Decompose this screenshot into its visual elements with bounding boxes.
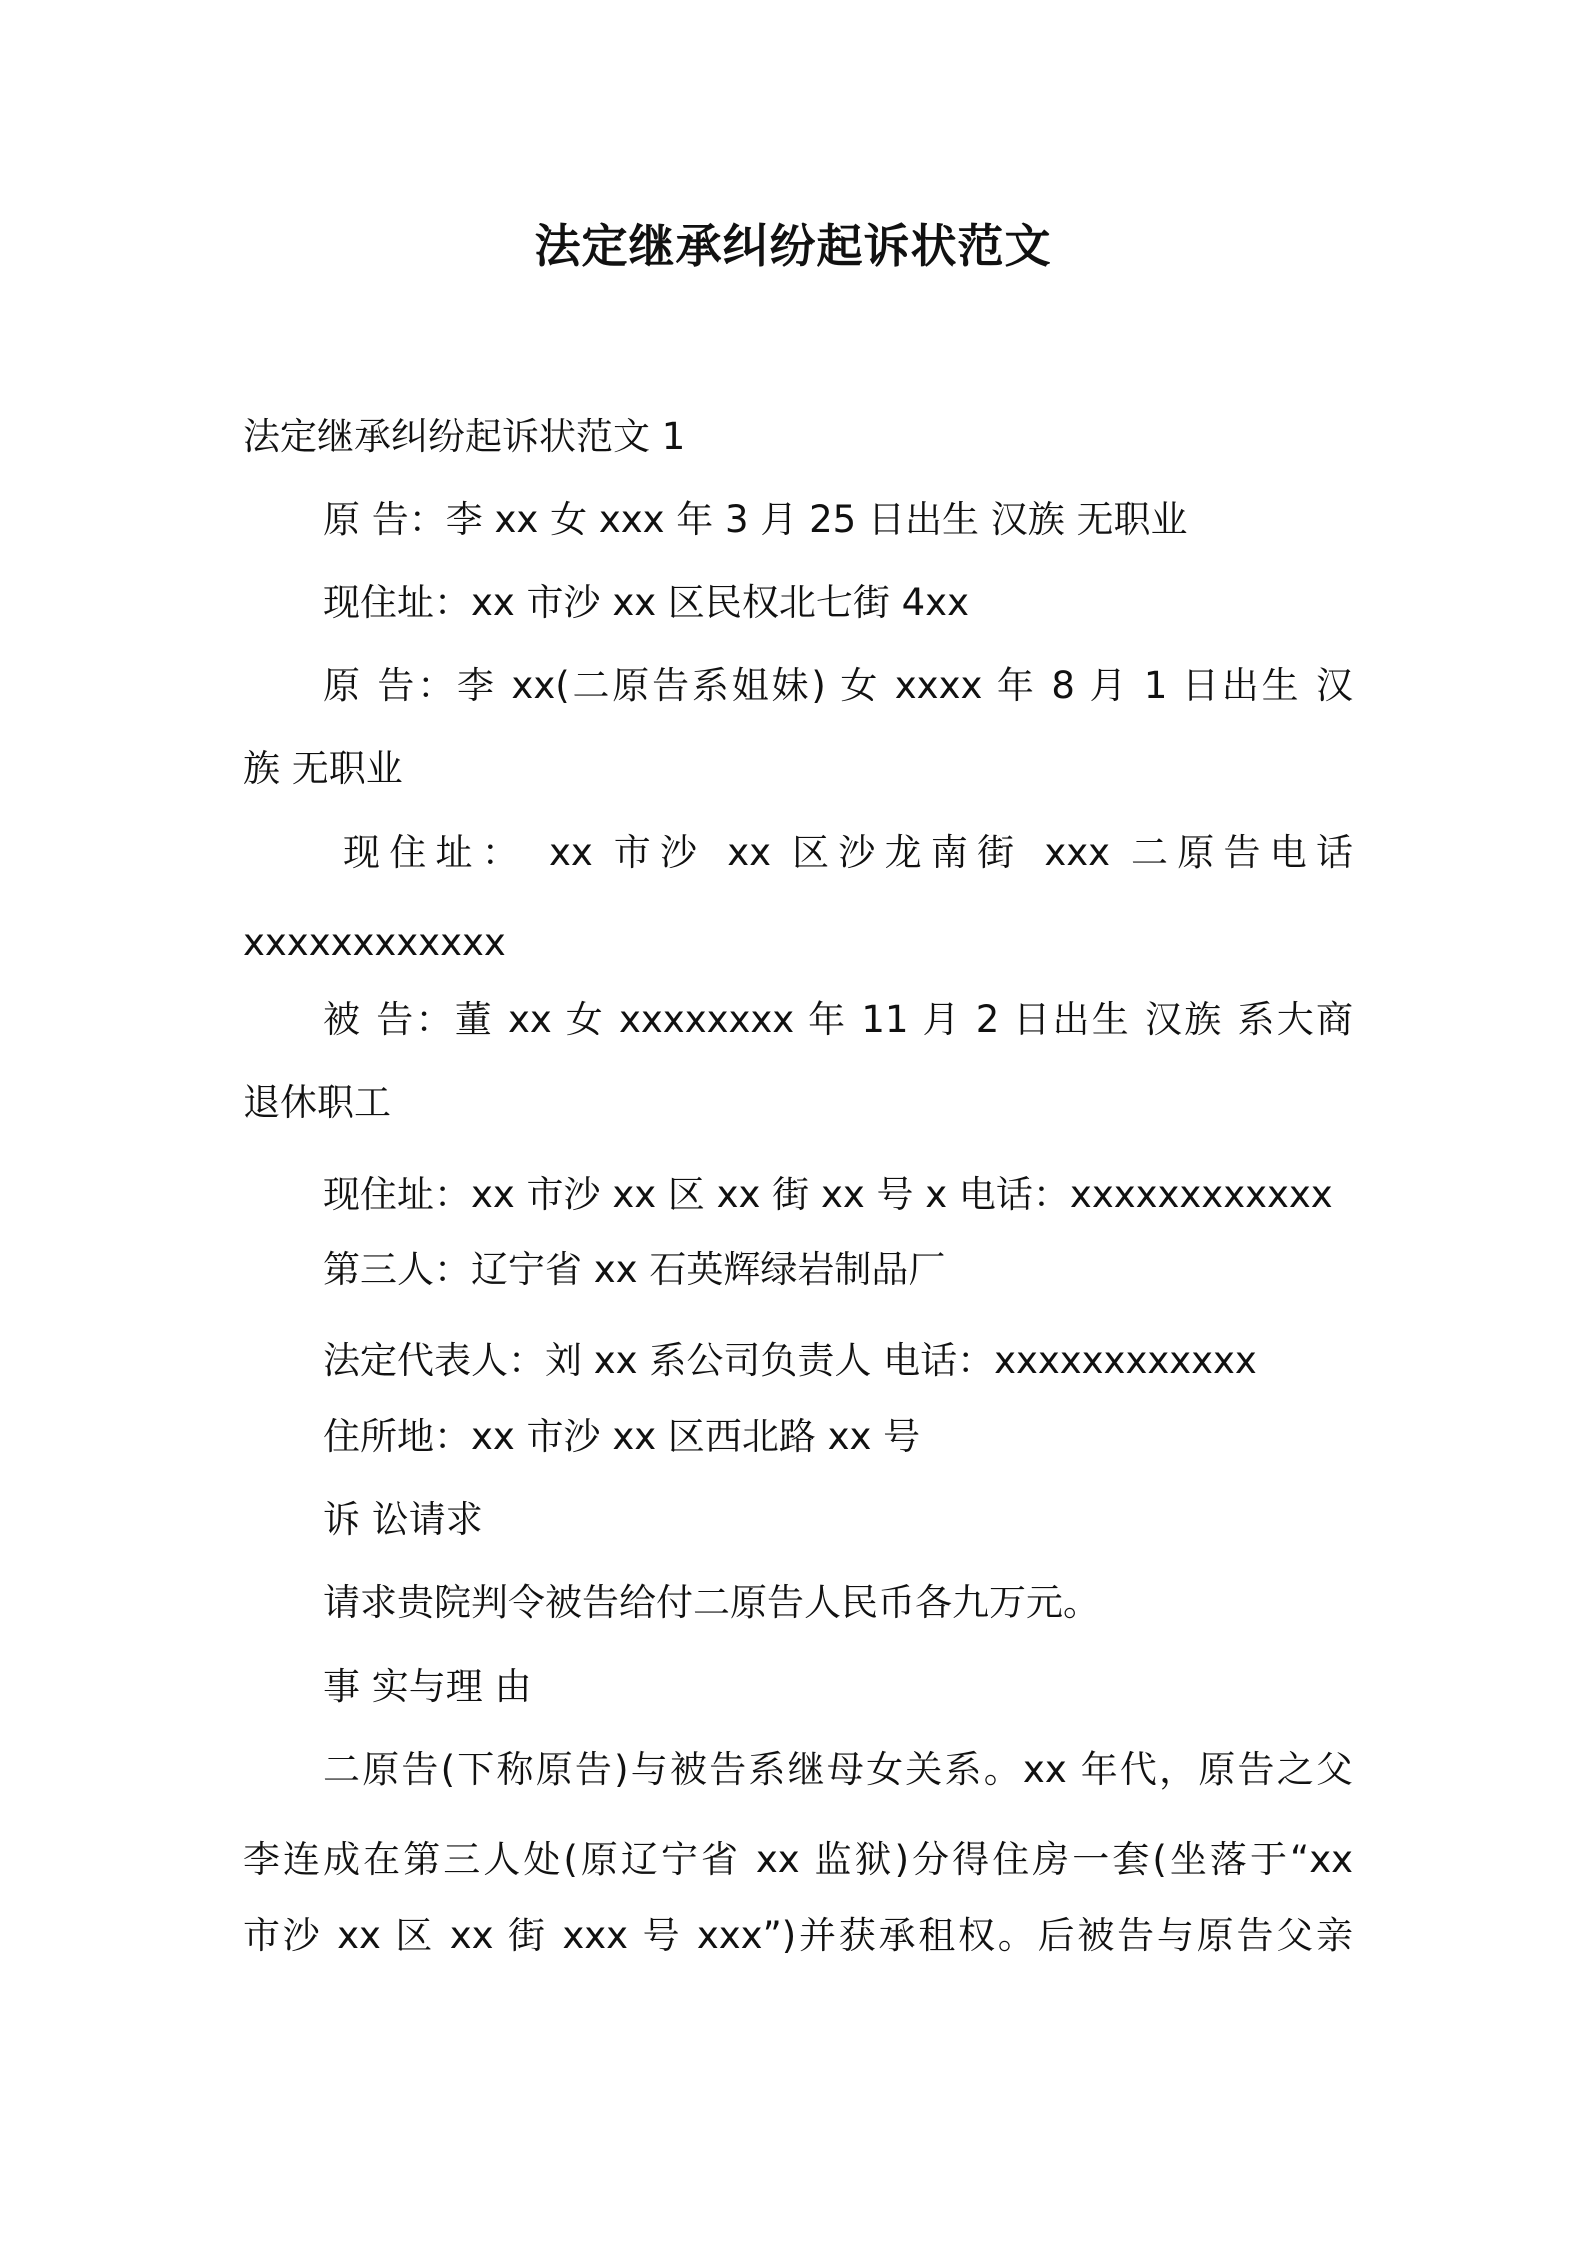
plaintiff-1-address: 现住址：xx 市沙 xx 区民权北七街 4xx — [323, 581, 969, 624]
claims-heading: 诉 讼请求 — [323, 1498, 483, 1541]
facts-heading: 事 实与理 由 — [323, 1665, 532, 1708]
legal-representative: 法定代表人：刘 xx 系公司负责人 电话：xxxxxxxxxxxx — [323, 1339, 1257, 1382]
plaintiff-2: 原 告：李 xx(二原告系姐妹) 女 xxxx 年 8 月 1 日出生 汉 — [323, 664, 1353, 707]
plaintiff-1: 原 告：李 xx 女 xxx 年 3 月 25 日出生 汉族 无职业 — [323, 498, 1188, 541]
third-party: 第三人：辽宁省 xx 石英辉绿岩制品厂 — [323, 1248, 946, 1291]
facts-line-1: 二原告(下称原告)与被告系继母女关系。xx 年代，原告之父 — [323, 1748, 1353, 1791]
defendant-address: 现住址：xx 市沙 xx 区 xx 街 xx 号 x 电话：xxxxxxxxxxxx — [323, 1173, 1333, 1216]
defendant: 被 告：董 xx 女 xxxxxxxx 年 11 月 2 日出生 汉族 系大商 — [323, 998, 1353, 1041]
plaintiff-2-address: 现住址： xx 市沙 xx 区沙龙南街 xxx 二原告电话 — [343, 831, 1353, 874]
plaintiff-phone: xxxxxxxxxxxx — [243, 921, 506, 964]
domicile: 住所地：xx 市沙 xx 区西北路 xx 号 — [323, 1415, 921, 1458]
facts-line-2: 李连成在第三人处(原辽宁省 xx 监狱)分得住房一套(坐落于“xx — [243, 1838, 1353, 1881]
plaintiff-2-cont: 族 无职业 — [243, 747, 403, 790]
document-title: 法定继承纠纷起诉状范文 — [534, 219, 1052, 273]
facts-line-3: 市沙 xx 区 xx 街 xxx 号 xxx”)并获承租权。后被告与原告父亲 — [243, 1914, 1353, 1957]
section-heading: 法定继承纠纷起诉状范文 1 — [243, 415, 686, 458]
claims-text: 请求贵院判令被告给付二原告人民币各九万元。 — [323, 1581, 1100, 1624]
defendant-cont: 退休职工 — [243, 1081, 391, 1124]
